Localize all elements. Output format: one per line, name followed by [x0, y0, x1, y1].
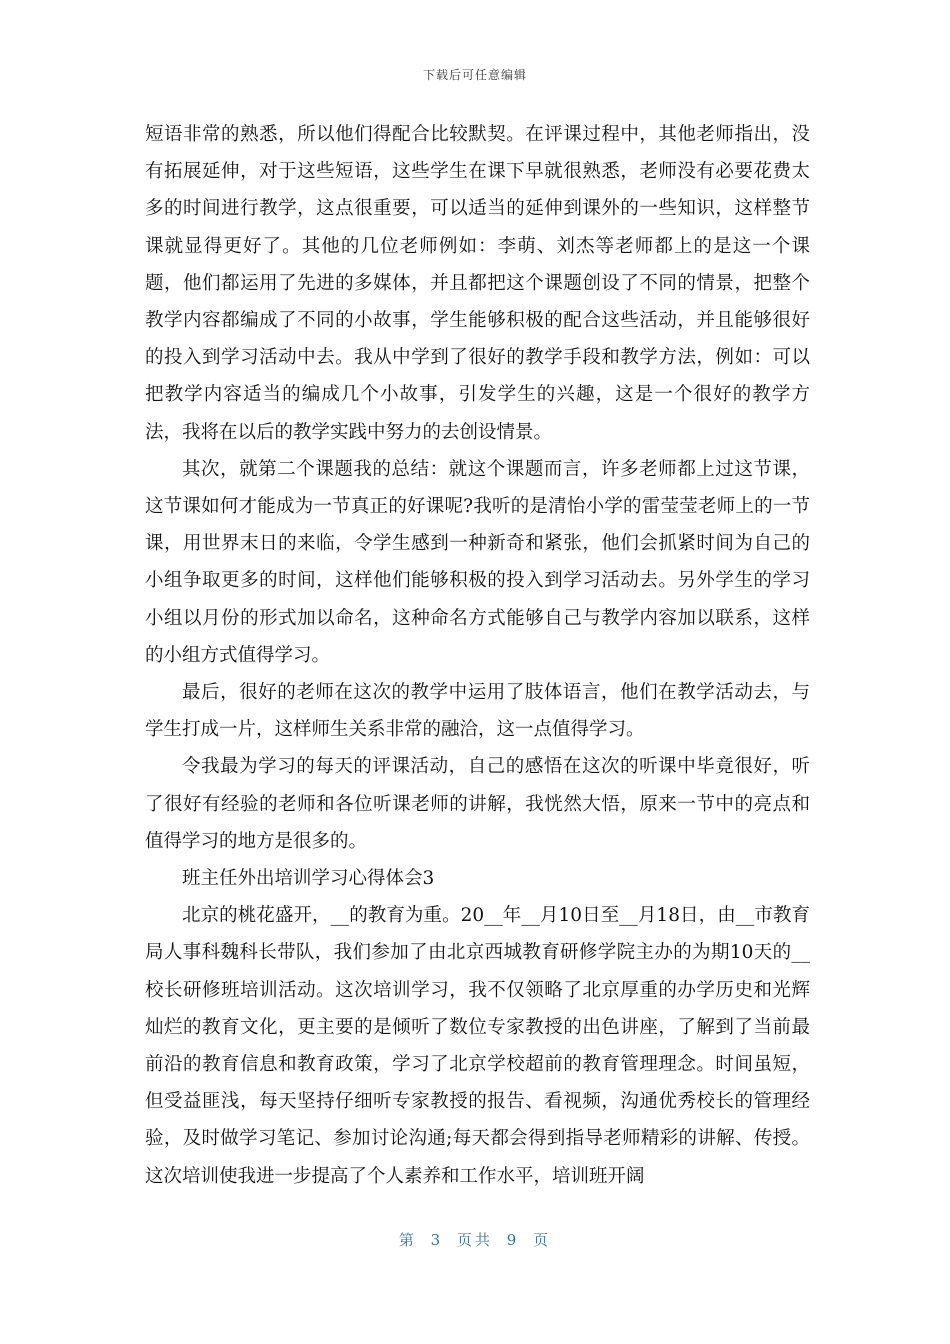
paragraph-5: 北京的桃花盛开，__的教育为重。20__年__月10日至__月18日，由__市教育局人事科魏科长带队，我们参加了由北京西城教育研修学院主办的为期10天的__校长研修班培训活动。这次培训学习，我不仅领略了北京厚重的办学历史和光辉灿烂的教育文化，更主要的是倾听了数位专家教授的出色讲座，了解到了当前最前沿的教育信息和教育政策，学习了北京学校超前的教育管理理念。时间虽短，但受益匪浅，每天坚持仔细听专家教授的报告、看视频，沟通优秀校长的管理经验，及时做学习笔记、参加讨论沟通;每天都会得到指导老师精彩的讲解、传授。这次培训使我进一步提高了个人素养和工作水平，培训班开阔	[145, 905, 810, 1187]
paragraph-1: 短语非常的熟悉，所以他们得配合比较默契。在评课过程中，其他老师指出，没有拓展延伸，对于这些短语，这些学生在课下早就很熟悉，老师没有必要花费太多的时间进行教学，这点很重要，可以适当的延伸到课外的一些知识，这样整节课就显得更好了。其他的几位老师例如：李萌、刘杰等老师都上的是这一个课题，他们都运用了先进的多媒体，并且都把这个课题创设了不同的情景，把整个教学内容都编成了不同的小故事，学生能够积极的配合这些活动，并且能够很好的投入到学习活动中去。我从中学到了很好的教学手段和教学方法，例如：可以把教学内容适当的编成几个小故事，引发学生的兴趣，这是一个很好的教学方法，我将在以后的教学实践中努力的去创设情景。	[145, 124, 810, 443]
section-title: 班主任外出培训学习心得体会3	[182, 868, 435, 890]
document-body	[145, 116, 810, 1195]
page-number-footer: 第 3 页共 9 页	[398, 1231, 552, 1249]
paragraph-4: 令我最为学习的每天的评课活动，自己的感悟在这次的听课中毕竟很好，听了很好有经验的老师和各位听课老师的讲解，我恍然大悟，原来一节中的亮点和值得学习的地方是很多的。	[145, 756, 810, 852]
page-header: 下载后可任意编辑	[422, 68, 527, 82]
paragraph-2: 其次，就第二个课题我的总结：就这个课题而言，许多老师都上过这节课，这节课如何才能成为一节真正的好课呢?我听的是清怡小学的雷莹莹老师上的一节课，用世界末日的来临，令学生感到一种新奇和紧张，他们会抓紧时间为自己的小组争取更多的时间，这样他们能够积极的投入到学习活动去。另外学生的学习小组以月份的形式加以命名，这种命名方式能够自己与教学内容加以联系，这样的小组方式值得学习。	[145, 458, 810, 666]
paragraph-3: 最后，很好的老师在这次的教学中运用了肢体语言，他们在教学活动去，与学生打成一片，这样师生关系非常的融洽，这一点值得学习。	[145, 682, 810, 741]
